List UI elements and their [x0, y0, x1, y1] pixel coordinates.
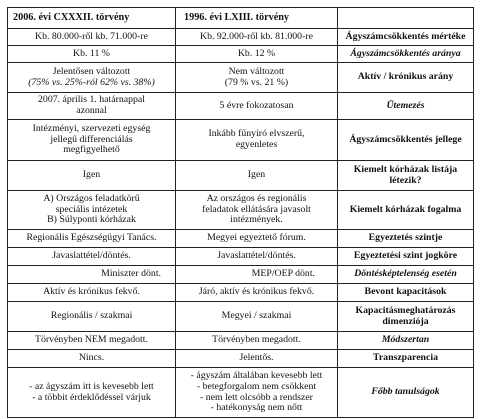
- cell-line: dimenziója: [382, 315, 429, 327]
- cell-line: Jelentősen változott: [52, 65, 131, 77]
- table-row: [8, 93, 474, 120]
- cell-line: Javaslattétel/döntés.: [52, 250, 131, 262]
- cell-2006: [8, 29, 176, 46]
- cell-line: Transzparencia: [373, 352, 438, 364]
- cell-line: azonnal: [76, 105, 107, 116]
- cell-1996: [176, 63, 338, 93]
- cell-line: Kiemelt kórházak listája: [353, 163, 458, 175]
- cell-line: - betegforgalom nem csökkent: [196, 380, 317, 392]
- cell-line: Ágyszámcsökkentés aránya: [350, 47, 461, 59]
- cell-line: Főbb tanulságok: [371, 386, 440, 398]
- cell-line: létezik?: [389, 174, 422, 186]
- table-row: [8, 161, 474, 191]
- cell-line: Kb. 11 %: [73, 47, 110, 59]
- header-2006-law: 2006. évi CXXXII. törvény: [8, 8, 176, 29]
- cell-line: Jelentős.: [239, 352, 274, 364]
- cell-1996: [176, 302, 338, 332]
- cell-2006: [8, 120, 176, 161]
- cell-2006: [8, 332, 176, 350]
- cell-line: Ágyszámcsökkentés mértéke: [345, 30, 466, 42]
- cell-criterion: [338, 161, 474, 191]
- cell-criterion: [338, 368, 474, 418]
- cell-line: - az ágyszám itt is kevesebb lett: [29, 380, 154, 392]
- cell-line: 2007. április 1. határnappal: [38, 94, 145, 106]
- table-row: [8, 120, 474, 161]
- cell-2006: [8, 230, 176, 248]
- cell-1996: [176, 266, 338, 284]
- table-row: [8, 350, 474, 368]
- cell-line: Igen: [82, 169, 101, 181]
- cell-line: Ütemezés: [386, 99, 425, 111]
- cell-line: Kb. 80.000-ről kb. 71.000-re: [35, 30, 148, 42]
- cell-1996: [176, 93, 338, 120]
- table-row: [8, 368, 474, 418]
- cell-1996: [176, 350, 338, 368]
- cell-line: (75% vs. 25%-ról 62% vs. 38%): [28, 76, 155, 88]
- cell-2006: [8, 248, 176, 266]
- cell-line: Kiemelt kórházak fogalma: [349, 203, 462, 215]
- cell-2006: [8, 350, 176, 368]
- cell-2006: [8, 46, 176, 63]
- cell-line: Nem változott: [228, 65, 285, 77]
- cell-line: Kb. 12 %: [237, 47, 276, 59]
- cell-line: Regionális / szakmai: [50, 310, 133, 322]
- cell-line: - nem lett olcsóbb a rendszer: [200, 391, 313, 403]
- table-row: [8, 46, 474, 63]
- cell-line: Bevont kapacitások: [364, 286, 447, 298]
- cell-line: - ágyszám általában kevesebb lett: [190, 370, 323, 382]
- cell-criterion: [338, 93, 474, 120]
- cell-1996: [176, 46, 338, 63]
- cell-criterion: [338, 230, 474, 248]
- cell-line: Nincs.: [78, 352, 105, 364]
- cell-criterion: [338, 120, 474, 161]
- cell-line: speciális intézetek: [55, 203, 128, 215]
- table-row: [8, 29, 474, 46]
- cell-criterion: [338, 46, 474, 63]
- cell-2006: [8, 302, 176, 332]
- cell-criterion: [338, 350, 474, 368]
- cell-1996: [176, 284, 338, 302]
- cell-line: - hatékonyság nem nőtt: [210, 402, 303, 414]
- cell-line: Járó, aktív és krónikus fekvő.: [198, 286, 315, 298]
- cell-1996: [176, 368, 338, 418]
- cell-2006: [8, 284, 176, 302]
- table-row: [8, 302, 474, 332]
- cell-1996: [176, 191, 338, 230]
- cell-line: Miniszter dönt.: [101, 268, 161, 280]
- cell-line: Intézményi, szervezeti egység: [32, 123, 151, 135]
- cell-line: Megyei / szakmai: [221, 310, 292, 322]
- cell-line: egyenletes: [235, 139, 278, 150]
- cell-2006: [8, 161, 176, 191]
- cell-line: Döntésképtelenség esetén: [354, 268, 457, 280]
- cell-2006: [8, 368, 176, 418]
- cell-criterion: [338, 284, 474, 302]
- table-row: [8, 63, 474, 93]
- cell-line: A) Országos feladatkörű: [43, 193, 140, 205]
- cell-2006: [8, 191, 176, 230]
- cell-line: feladatok ellátására javasolt: [202, 203, 311, 215]
- cell-criterion: [338, 302, 474, 332]
- cell-line: Kapacitásmeghatározás: [355, 304, 456, 316]
- cell-line: Aktív / krónikus arány: [357, 71, 454, 83]
- cell-line: Egyeztetési szint jogköre: [353, 250, 458, 262]
- cell-1996: [176, 29, 338, 46]
- cell-line: Regionális Egészségügyi Tanács.: [26, 232, 157, 244]
- header-criterion: [338, 8, 474, 29]
- cell-1996: [176, 332, 338, 350]
- table-row: [8, 191, 474, 230]
- cell-criterion: [338, 248, 474, 266]
- cell-line: Módszertan: [381, 334, 430, 346]
- cell-line: MEP/OEP dönt.: [251, 268, 315, 280]
- cell-line: Megyei egyeztető fórum.: [207, 232, 306, 244]
- cell-line: Az országos és regionális: [206, 193, 307, 205]
- cell-line: Törvényben NEM megadott.: [35, 334, 148, 346]
- header-1996-law: 1996. évi LXIII. törvény: [176, 8, 338, 29]
- cell-2006: [8, 266, 176, 284]
- cell-line: Törvényben megadott.: [212, 334, 301, 346]
- cell-line: Egyeztetés szintje: [368, 232, 443, 244]
- cell-line: Inkább fűnyíró elvszerű,: [208, 128, 305, 140]
- cell-line: Aktív és krónikus fekvő.: [43, 286, 140, 298]
- cell-criterion: [338, 266, 474, 284]
- cell-criterion: [338, 63, 474, 93]
- cell-line: - a többit érdeklődéssel várjuk: [32, 391, 151, 403]
- comparison-table: [7, 7, 474, 418]
- cell-line: Igen: [247, 169, 266, 181]
- table-row: [8, 284, 474, 302]
- cell-line: B) Súlyponti kórházak: [47, 214, 136, 226]
- table-row: [8, 266, 474, 284]
- cell-line: Ágyszámcsökkentés jellege: [349, 133, 462, 145]
- cell-criterion: [338, 29, 474, 46]
- cell-1996: [176, 120, 338, 161]
- table-row: [8, 332, 474, 350]
- cell-line: Kb. 92.000-ről kb. 81.000-re: [200, 30, 313, 42]
- cell-criterion: [338, 191, 474, 230]
- table-header-row: [8, 8, 474, 29]
- cell-line: jellegű differenciálás: [50, 133, 133, 145]
- cell-1996: [176, 230, 338, 248]
- cell-line: (79 % vs. 21 %): [224, 76, 289, 88]
- cell-line: 5 évre fokozatosan: [219, 99, 294, 111]
- cell-1996: [176, 161, 338, 191]
- cell-line: Javaslattétel/döntés.: [217, 250, 296, 262]
- cell-line: intézmények.: [230, 214, 283, 226]
- cell-2006: [8, 63, 176, 93]
- cell-criterion: [338, 332, 474, 350]
- cell-1996: [176, 248, 338, 266]
- cell-2006: [8, 93, 176, 120]
- table-row: [8, 230, 474, 248]
- cell-line: megfigyelhető: [63, 144, 120, 156]
- table-row: [8, 248, 474, 266]
